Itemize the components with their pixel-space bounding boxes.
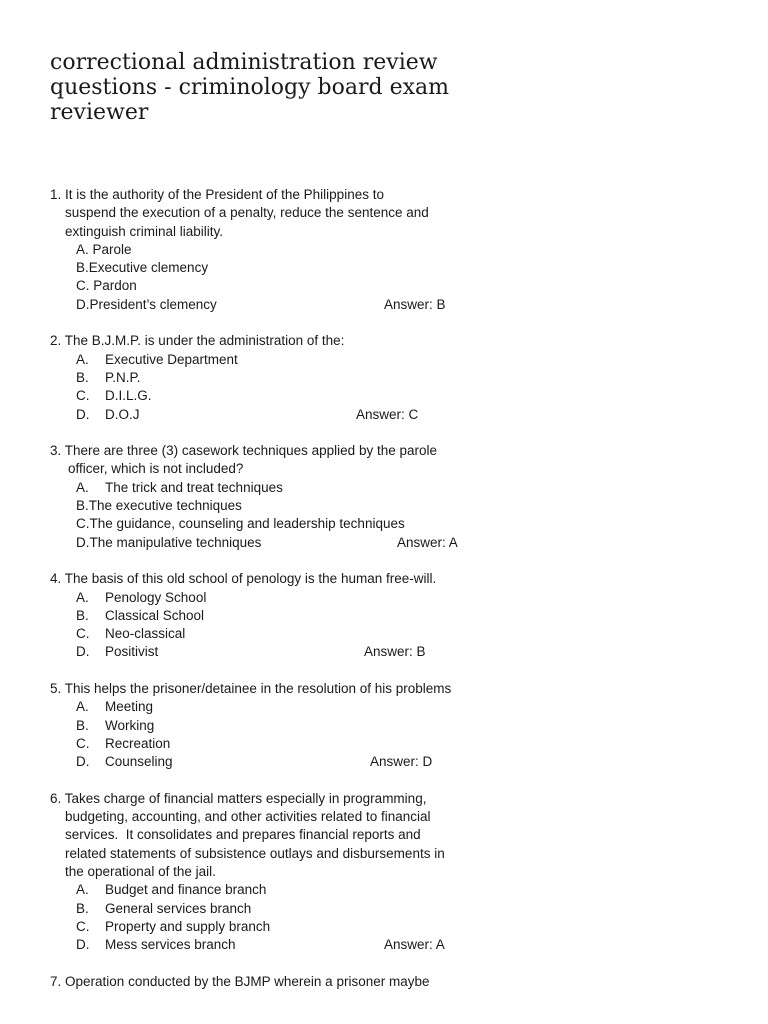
option-a	[50, 241, 520, 259]
question-stem	[50, 790, 520, 808]
question-stem	[50, 570, 520, 588]
question-text: budgeting, accounting, and other activities related to financial	[65, 809, 431, 825]
option-letter: C.	[76, 278, 90, 294]
answer-key: Answer: C	[356, 406, 419, 422]
question-text: suspend the execution of a penalty, reduce the sentence and	[65, 205, 429, 221]
question-text: related statements of subsistence outlays and disbursements in	[65, 845, 445, 861]
option-letter: B.	[76, 369, 89, 385]
option-text: The manipulative techniques	[89, 534, 262, 550]
option-letter: B.	[76, 607, 89, 623]
option-c	[50, 277, 520, 295]
question-stem	[50, 442, 520, 460]
option-letter: A.	[76, 479, 89, 495]
option-a	[50, 479, 520, 497]
option-d	[50, 534, 520, 552]
option-c	[50, 735, 520, 753]
option-text: D.I.L.G.	[105, 388, 152, 404]
option-letter: A.	[76, 241, 89, 257]
option-letter: A.	[76, 589, 89, 605]
option-letter: A.	[76, 882, 89, 898]
option-b	[50, 369, 520, 387]
option-b	[50, 497, 520, 515]
option-text: Classical School	[105, 607, 205, 623]
option-text: Executive Department	[105, 351, 238, 367]
question-2	[50, 332, 520, 423]
option-d	[50, 936, 520, 954]
option-text: The executive techniques	[88, 498, 242, 514]
option-b	[50, 717, 520, 735]
question-text: The B.J.M.P. is under the administration of the:	[64, 333, 345, 349]
option-text: Working	[105, 717, 155, 733]
option-b	[50, 607, 520, 625]
question-3	[50, 442, 520, 552]
option-text: General services branch	[105, 900, 252, 916]
option-letter: C.	[76, 918, 90, 934]
question-text: Operation conducted by the BJMP wherein a prisoner maybe	[65, 973, 430, 989]
option-letter: D.	[76, 937, 90, 953]
question-number: 4.	[50, 571, 62, 587]
option-letter: B.	[76, 498, 89, 514]
option-text: Counseling	[105, 754, 173, 770]
question-stem	[50, 332, 520, 350]
option-c	[50, 515, 520, 533]
option-text: Pardon	[93, 278, 137, 294]
option-letter: D.	[76, 296, 90, 312]
question-text: the operational of the jail.	[65, 863, 216, 879]
answer-key: Answer: B	[364, 644, 426, 660]
option-letter: D.	[76, 406, 90, 422]
option-letter: D.	[76, 534, 90, 550]
title-line: reviewer	[50, 100, 149, 125]
title-line: correctional administration review	[50, 50, 438, 75]
option-letter: B.	[76, 260, 89, 276]
option-letter: A.	[76, 699, 89, 715]
option-text: Meeting	[105, 699, 154, 715]
question-4	[50, 570, 520, 661]
question-text: services. It consolidates and prepares financial reports and	[65, 827, 421, 843]
option-text: Executive clemency	[88, 260, 209, 276]
question-text: It is the authority of the President of the Philippines to	[65, 187, 384, 202]
option-a	[50, 589, 520, 607]
option-a	[50, 351, 520, 369]
option-letter: B.	[76, 717, 89, 733]
title-line: questions - criminology board exam	[50, 75, 449, 100]
option-letter: C.	[76, 626, 90, 642]
question-stem	[50, 680, 520, 698]
question-text: The basis of this old school of penology is the human free-will.	[64, 571, 437, 587]
option-letter: B.	[76, 900, 89, 916]
option-text: Budget and finance branch	[105, 882, 267, 898]
option-text: D.O.J	[105, 406, 140, 422]
option-c	[50, 918, 520, 936]
question-number: 2.	[50, 333, 62, 349]
question-text: There are three (3) casework techniques applied by the parole	[64, 443, 437, 459]
option-text: Parole	[92, 241, 132, 257]
answer-key: Answer: A	[384, 937, 445, 953]
question-text: officer, which is not included?	[68, 461, 244, 477]
option-text: The trick and treat techniques	[105, 479, 283, 495]
option-text: President’s clemency	[89, 296, 217, 312]
answer-key: Answer: A	[397, 534, 458, 550]
question-list	[50, 186, 520, 991]
question-text: This helps the prisoner/detainee in the resolution of his problems	[64, 681, 452, 697]
question-number: 6.	[50, 790, 62, 806]
option-a	[50, 881, 520, 899]
option-b	[50, 900, 520, 918]
option-letter: C.	[76, 516, 90, 532]
question-number: 3.	[50, 443, 62, 459]
question-number: 1.	[50, 187, 62, 202]
option-text: Penology School	[105, 589, 207, 605]
option-c	[50, 625, 520, 643]
option-letter: D.	[76, 644, 90, 660]
question-text: Takes charge of financial matters especially in programming,	[64, 790, 427, 806]
option-letter: C.	[76, 735, 90, 751]
option-d	[50, 753, 520, 771]
answer-key: Answer: B	[384, 296, 446, 312]
question-number: 7.	[50, 973, 62, 989]
answer-key: Answer: D	[370, 754, 433, 770]
option-text: The guidance, counseling and leadership techniques	[89, 516, 405, 532]
option-text: Recreation	[105, 735, 171, 751]
question-number: 5.	[50, 681, 62, 697]
option-d	[50, 643, 520, 661]
option-d	[50, 296, 520, 314]
option-text: Neo-classical	[105, 626, 186, 642]
page-title	[50, 50, 570, 125]
question-stem	[50, 186, 520, 204]
option-text: Property and supply branch	[105, 918, 271, 934]
option-c	[50, 387, 520, 405]
question-7	[50, 973, 520, 991]
question-6	[50, 790, 520, 955]
question-stem	[50, 973, 520, 991]
option-text: Mess services branch	[105, 937, 236, 953]
option-text: P.N.P.	[105, 369, 141, 385]
option-letter: C.	[76, 388, 90, 404]
question-1	[50, 186, 520, 314]
question-text: extinguish criminal liability.	[65, 223, 224, 239]
option-text: Positivist	[105, 644, 159, 660]
option-a	[50, 698, 520, 716]
option-letter: A.	[76, 351, 89, 367]
option-d	[50, 406, 520, 424]
option-b	[50, 259, 520, 277]
question-5	[50, 680, 520, 771]
option-letter: D.	[76, 754, 90, 770]
